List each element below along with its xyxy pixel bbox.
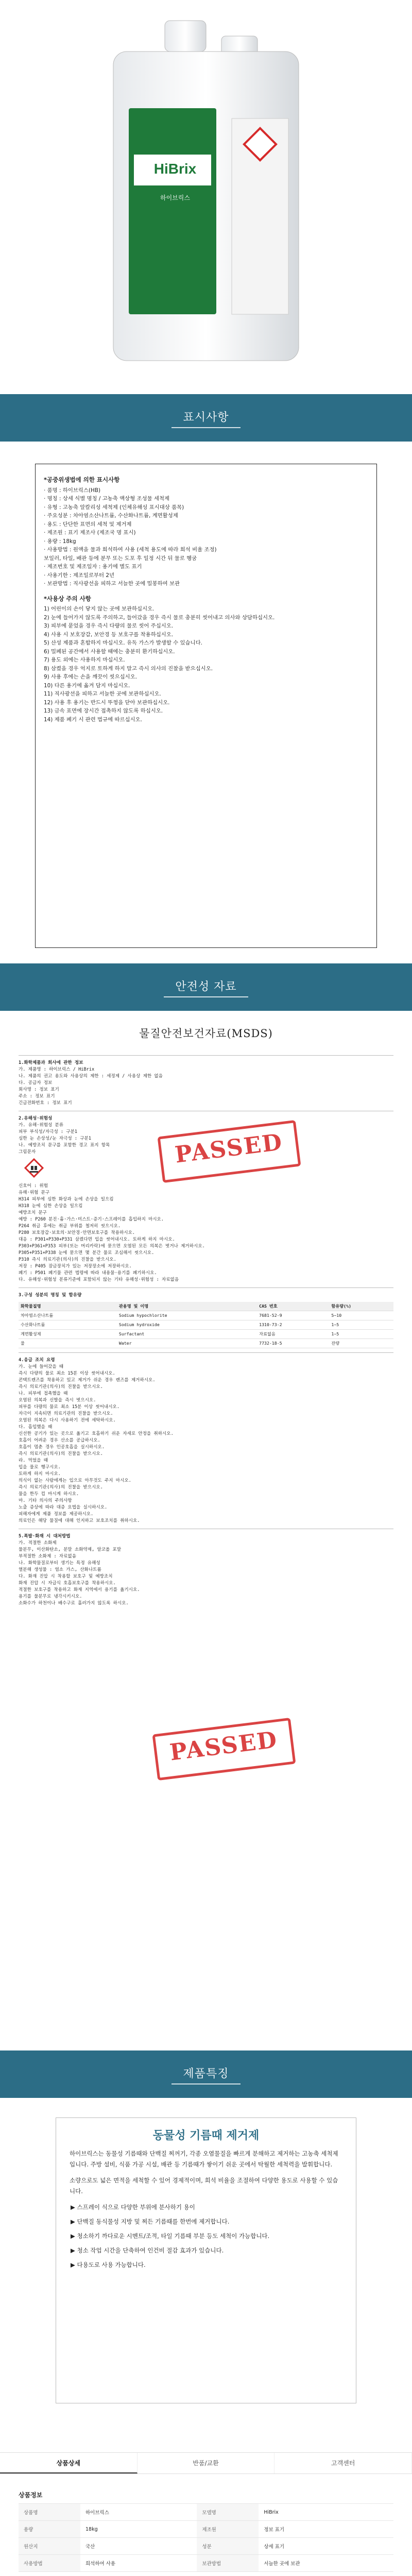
msds-line: P305+P351+P338 눈에 묻으면 몇 분간 물로 조심해서 씻으시오. — [19, 1250, 154, 1256]
info-value-cell: 국산 — [80, 2538, 197, 2555]
composition-cell: 잔량 — [329, 1339, 393, 1348]
msds-line: H314 피부에 심한 화상과 눈에 손상을 일으킴 — [19, 1197, 114, 1202]
label-line: · 유형 : 고농축 알칼리성 세척제 (인체유해성 표시대상 품목) — [44, 504, 184, 511]
corrosion-pictogram-icon — [24, 1158, 44, 1178]
msds-line: 피해자에게 제품 정보를 제공하시오. — [19, 1512, 94, 1517]
msds-line: 다. 공급자 정보 — [19, 1080, 53, 1086]
info-value-cell: 18kg — [80, 2521, 197, 2538]
msds-line: 부적절한 소화제 : 자료없음 — [19, 1554, 77, 1559]
composition-table-body — [19, 1311, 393, 1348]
msds-line: 긴급전화번호 : 정보 표기 — [19, 1100, 72, 1106]
label-line: · 용량 : 18kg — [44, 538, 76, 545]
msds-line: 피부를 다량의 물로 최소 15분 이상 씻어내시오. — [19, 1404, 119, 1410]
msds-line: 콘택트렌즈를 착용하고 있고 제거가 쉬운 경우 렌즈를 제거하시오. — [19, 1378, 156, 1383]
label-caution-line: 3) 피부에 묻었을 경우 즉시 다량의 물로 씻어 주십시오. — [44, 623, 174, 629]
passed-stamp-1: PASSED — [158, 1120, 301, 1183]
msds-line: 피부 부식성/자극성 : 구분1 — [19, 1129, 78, 1134]
msds-line: 의료인은 해당 물질에 대해 인지하고 보호조치를 취하시오. — [19, 1518, 140, 1523]
label-line: · 주요성분 : 차아염소산나트륨, 수산화나트륨, 계면활성제 — [44, 513, 178, 519]
info-key-cell: 성분 — [197, 2538, 259, 2555]
composition-cell: Surfactant — [117, 1330, 257, 1339]
feature-bullet: ▶ 다용도로 사용 가능합니다. — [71, 2261, 146, 2268]
msds-section-1 — [19, 1066, 393, 1107]
composition-cell: 자료없음 — [257, 1330, 329, 1339]
composition-table — [19, 1302, 393, 1348]
msds-line: 가. 적절한 소화제 — [19, 1540, 57, 1546]
msds-section-3-title: 3.구성 성분의 명칭 및 함유량 — [19, 1287, 393, 1299]
label-lines-1 — [44, 486, 368, 588]
msds-line: 오염된 의복과 신발을 즉시 벗으시오. — [19, 1398, 96, 1403]
info-value-cell: 상세 표기 — [259, 2538, 393, 2555]
label-line: 보일러, 타일, 배관 등에 분무 또는 도포 후 일정 시간 뒤 물로 헹굼 — [44, 555, 197, 562]
label-caution-line: 1) 어린이의 손이 닿지 않는 곳에 보관하십시오. — [44, 606, 154, 612]
msds-line: 적절한 보호구를 착용하고 화재 지역에서 용기를 옮기시오. — [19, 1587, 140, 1592]
msds-line: 가. 눈에 들어갔을 때 — [19, 1364, 64, 1369]
feature-bullet: ▶ 단백질 동식물성 지방 및 찌든 기름때를 한번에 제거합니다. — [71, 2218, 230, 2225]
msds-line: 신선한 공기가 있는 곳으로 옮기고 호흡하기 쉬운 자세로 안정을 취하시오. — [19, 1431, 174, 1436]
product-info-section — [0, 2452, 412, 2572]
msds-line: 즉시 다량의 물로 최소 15분 이상 씻어내시오. — [19, 1371, 115, 1376]
msds-line: 심한 눈 손상성/눈 자극성 : 구분1 — [19, 1136, 92, 1141]
msds-line: 즉시 의료기관(의사)의 진찰을 받으시오. — [19, 1384, 103, 1389]
label-lines-2 — [44, 605, 368, 724]
feature-bullet: ▶ 스프레이 식으로 다양한 부위에 분사하기 용이 — [71, 2204, 195, 2211]
label-caution-line: 9) 사용 후에는 손을 깨끗이 씻으십시오. — [44, 674, 138, 680]
msds-line: 다. 흡입했을 때 — [19, 1425, 53, 1430]
msds-line: 나. 예방조치 문구를 포함한 경고 표지 항목 — [19, 1143, 110, 1148]
label-caution-line: 4) 사용 시 보호장갑, 보안경 등 보호구를 착용하십시오. — [44, 631, 174, 638]
msds-line: 호흡이 멈춘 경우 인공호흡을 실시하시오. — [19, 1445, 105, 1450]
tab-1[interactable]: 반품/교환 — [138, 2453, 275, 2473]
composition-table-header — [19, 1302, 393, 1311]
msds-line: P303+P361+P353 피부(또는 머리카락)에 묻으면 오염된 모든 의복은 벗거나 제거하시오. — [19, 1244, 205, 1249]
composition-cell: 1310-73-2 — [257, 1320, 329, 1330]
tab-2[interactable]: 고객센터 — [274, 2453, 412, 2473]
msds-line: 열분해 생성물 : 염소 가스, 산화나트륨 — [19, 1567, 101, 1572]
info-value-cell: 희석하여 사용 — [80, 2555, 197, 2572]
msds-section-4-title: 4.응급 조치 요령 — [19, 1352, 393, 1364]
composition-header-cell: 화학물질명 — [19, 1302, 117, 1311]
label-line: · 사용방법 : 원액을 물과 희석하여 사용 (세척 용도에 따라 희석 비율 조정) — [44, 547, 217, 553]
label-line: · 보관방법 : 직사광선을 피하고 서늘한 곳에 밀봉하여 보관 — [44, 581, 180, 587]
info-key-cell: 보관방법 — [197, 2555, 259, 2572]
feature-bullet: ▶ 청소하기 까다로운 시멘트/조적, 타일 기름때 부분 등도 세척이 가능합니다. — [71, 2232, 270, 2240]
table-row — [19, 2504, 393, 2521]
msds-line: 용기를 물분무로 냉각시키시오. — [19, 1594, 82, 1599]
msds-title: 물질안전보건자료(MSDS) — [139, 1027, 273, 1040]
label-line: · 사용기한 : 제조일로부터 2년 — [44, 572, 115, 579]
label-heading-1: *공중위생법에 의한 표시사항 — [44, 476, 120, 483]
msds-line: 주소 : 정보 표기 — [19, 1094, 55, 1099]
msds-line: 다. 유해성·위험성 분류기준에 포함되지 않는 기타 유해성·위험성 : 자료없음 — [19, 1277, 179, 1282]
label-section-title: 표시사항 — [171, 409, 240, 428]
msds-line: 유해·위험 문구 — [19, 1190, 50, 1195]
msds-section-1-title: 1.화학제품과 회사에 관한 정보 — [19, 1055, 393, 1066]
label-caution-line: 2) 눈에 들어가지 않도록 주의하고, 들어갔을 경우 즉시 물로 충분히 씻어내고 의사와 상담하십시오. — [44, 614, 275, 621]
label-caution-line: 5) 산성 제품과 혼합하지 마십시오. 유독 가스가 발생할 수 있습니다. — [44, 640, 202, 646]
label-line: · 명칭 : 상세 식별 명칭 / 고농축 액상형 조성물 세척제 — [44, 496, 170, 502]
msds-line: 입을 물로 헹구시오. — [19, 1465, 61, 1470]
feature-bullet: ▶ 청소 작업 시간을 단축하여 인건비 절감 효과가 있습니다. — [71, 2247, 224, 2254]
msds-line: 즉시 의료기관(의사)의 진찰을 받으시오. — [19, 1451, 103, 1456]
msds-section-5-title: 5.폭발·화재 시 대처방법 — [19, 1529, 393, 1540]
msds-line: 저장 : P405 잠금장치가 있는 저장장소에 저장하시오. — [19, 1264, 132, 1269]
table-row — [19, 2538, 393, 2555]
features-bullets — [70, 2202, 342, 2270]
features-section-title: 제품특징 — [171, 2065, 240, 2084]
msds-line: 폐기 : P501 폐기물 관련 법령에 따라 내용물·용기를 폐기하시오. — [19, 1270, 157, 1276]
info-key-cell: 상품명 — [19, 2504, 80, 2521]
composition-header-cell: 관용명 및 이명 — [117, 1302, 257, 1311]
msds-line: 즉시 의료기관(의사)의 진찰을 받으시오. — [19, 1485, 103, 1490]
label-caution-line: 11) 직사광선을 피하고 서늘한 곳에 보관하십시오. — [44, 691, 161, 697]
info-value-cell: 정보 표기 — [259, 2521, 393, 2538]
label-caution-line: 7) 용도 외에는 사용하지 마십시오. — [44, 657, 125, 663]
composition-cell: 계면활성제 — [19, 1330, 117, 1339]
msds-section-2-title: 2.유해성·위험성 — [19, 1111, 393, 1122]
composition-cell: 1~5 — [329, 1320, 393, 1330]
msds-line: 의식이 없는 사람에게는 입으로 아무것도 주지 마시오. — [19, 1478, 131, 1483]
label-caution-line: 10) 다른 용기에 옮겨 담지 마십시오. — [44, 682, 130, 689]
safety-section-title: 안전성 자료 — [164, 978, 248, 997]
msds-line: 소화수가 하천이나 배수구로 흘러가지 않도록 하시오. — [19, 1601, 129, 1606]
info-key-cell: 사용방법 — [19, 2555, 80, 2572]
passed-stamp-2: PASSED — [152, 1718, 296, 1781]
info-key-cell: 모델명 — [197, 2504, 259, 2521]
composition-cell: 5~10 — [329, 1311, 393, 1320]
label-caution-line: 6) 밀폐된 공간에서 사용할 때에는 충분히 환기하십시오. — [44, 648, 175, 655]
table-row — [19, 2521, 393, 2538]
msds-line: 자극이 지속되면 의료기관의 진찰을 받으시오. — [19, 1411, 113, 1416]
info-key-cell: 원산지 — [19, 2538, 80, 2555]
composition-header-cell: CAS 번호 — [257, 1302, 329, 1311]
composition-cell: 물 — [19, 1339, 117, 1348]
features-paragraph-1: 하이브릭스는 동물성 기름때와 단백질 찌꺼기, 각종 오염물질을 빠르게 분해하고 제거하는 고농축 세척제입니다. 주방 설비, 식품 가공 시설, 배관 등 기름때가 쌓이기 쉬운 곳에서 탁월한 세척력을 발휘합니다. — [70, 2150, 338, 2168]
product-image — [98, 15, 314, 376]
msds-line: 마. 기타 의사의 주의사항 — [19, 1498, 72, 1503]
composition-cell: 수산화나트륨 — [19, 1320, 117, 1330]
msds-line: H318 눈에 심한 손상을 일으킴 — [19, 1204, 83, 1209]
msds-line: 토하게 하지 마시오. — [19, 1471, 61, 1477]
features-section-header — [0, 2050, 412, 2098]
composition-cell: 7732-18-5 — [257, 1339, 329, 1348]
msds-line: P280 보호장갑·보호의·보안경·안면보호구를 착용하시오. — [19, 1230, 135, 1235]
info-value-cell: 서늘한 곳에 보관 — [259, 2555, 393, 2572]
msds-line: 예방 : P260 분진·흄·가스·미스트·증기·스프레이를 흡입하지 마시오. — [19, 1217, 164, 1222]
msds-line: 대응 : P301+P330+P331 삼켰다면 입을 씻어내시오. 토하게 하지 마시오. — [19, 1237, 175, 1242]
msds-line: P310 즉시 의료기관(의사)의 진찰을 받으시오. — [19, 1257, 116, 1262]
msds-line: 라. 먹었을 때 — [19, 1458, 48, 1463]
label-heading-2: *사용상 주의 사항 — [44, 595, 91, 602]
msds-line: 가. 제품명 : 하이브릭스 / HiBrix — [19, 1067, 95, 1072]
msds-line: 그림문자 — [19, 1149, 36, 1155]
msds-line: 가. 유해·위험성 분류 — [19, 1123, 64, 1128]
label-line: · 품명 : 하이브릭스(HB) — [44, 487, 101, 494]
features-paragraph-2: 소량으로도 넓은 면적을 세척할 수 있어 경제적이며, 희석 비율을 조절하여 다양한 용도로 사용할 수 있습니다. — [70, 2177, 338, 2195]
msds-section-2b — [19, 1183, 393, 1283]
composition-cell: Sodium hypochlorite — [117, 1311, 257, 1320]
product-sub-label: 하이브릭스 — [160, 194, 190, 201]
product-brand: HiBrix — [153, 161, 197, 177]
table-row — [19, 1339, 393, 1348]
label-line: · 용도 : 단단한 표면의 세척 및 제거제 — [44, 521, 132, 528]
detail-tabs — [0, 2452, 412, 2474]
msds-line: 나. 화학물질로부터 생기는 특정 유해성 — [19, 1561, 100, 1566]
msds-line: 오염된 의복은 다시 사용하기 전에 세탁하시오. — [19, 1418, 116, 1423]
label-line: · 제조원 : 표기 제조사 (제조국 명 표시) — [44, 530, 136, 536]
msds-section-4 — [19, 1364, 393, 1524]
features-title: 동물성 기름때 제거제 — [152, 2129, 260, 2142]
product-info-title: 상품정보 — [19, 2492, 43, 2499]
tab-0[interactable]: 상품상세 — [0, 2453, 138, 2473]
msds-line: 신호어 : 위험 — [19, 1183, 48, 1189]
msds-line: P264 취급 후에는 취급 부위를 철저히 씻으시오. — [19, 1224, 121, 1229]
label-caution-line: 14) 제품 폐기 시 관련 법규에 따르십시오. — [44, 716, 142, 723]
table-row — [19, 1311, 393, 1320]
label-box — [35, 464, 377, 948]
msds-line: 다. 화재 진압 시 착용할 보호구 및 예방조치 — [19, 1574, 113, 1579]
info-key-cell: 용량 — [19, 2521, 80, 2538]
msds-line: 나. 제품의 권고 용도와 사용상의 제한 : 세정제 / 사용상 제한 없음 — [19, 1074, 163, 1079]
msds-section-5 — [19, 1540, 393, 1607]
label-caution-line: 13) 금속 표면에 장시간 접촉하지 않도록 하십시오. — [44, 708, 163, 714]
msds-line: 물분무, 이산화탄소, 분말 소화약제, 알코올 포말 — [19, 1547, 122, 1552]
features-box — [56, 2117, 356, 2403]
info-key-cell: 제조원 — [197, 2521, 259, 2538]
msds-line: 예방조치 문구 — [19, 1210, 47, 1215]
table-row — [19, 1330, 393, 1339]
msds-line: 회사명 : 정보 표기 — [19, 1087, 59, 1092]
msds-line: 물을 한두 컵 마시게 하시오. — [19, 1492, 79, 1497]
info-value-cell: HiBrix — [259, 2504, 393, 2521]
label-caution-line: 8) 삼켰을 경우 억지로 토하게 하지 말고 즉시 의사의 진찰을 받으십시오. — [44, 665, 213, 672]
safety-section-header — [0, 963, 412, 1011]
composition-cell: 7681-52-9 — [257, 1311, 329, 1320]
info-value-cell: 하이브릭스 — [80, 2504, 197, 2521]
composition-header-cell: 함유량(%) — [329, 1302, 393, 1311]
product-info-table — [19, 2503, 393, 2572]
composition-cell: 차아염소산나트륨 — [19, 1311, 117, 1320]
composition-cell: Water — [117, 1339, 257, 1348]
table-row — [19, 2555, 393, 2572]
table-row — [19, 1320, 393, 1330]
composition-cell: 1~5 — [329, 1330, 393, 1339]
label-caution-line: 12) 사용 후 용기는 반드시 뚜껑을 닫아 보관하십시오. — [44, 699, 170, 706]
composition-cell: Sodium hydroxide — [117, 1320, 257, 1330]
msds-line: 호흡이 어려운 경우 산소를 공급하시오. — [19, 1438, 100, 1443]
msds-line: 화재 진압 시 자급식 호흡보호구를 착용하시오. — [19, 1581, 116, 1586]
label-section-header — [0, 394, 412, 442]
msds-line: 노출 증상에 따라 대증 요법을 실시하시오. — [19, 1505, 108, 1510]
label-line: · 제조번호 및 제조일자 : 용기에 별도 표기 — [44, 564, 142, 570]
msds-line: 나. 피부에 접촉했을 때 — [19, 1391, 68, 1396]
